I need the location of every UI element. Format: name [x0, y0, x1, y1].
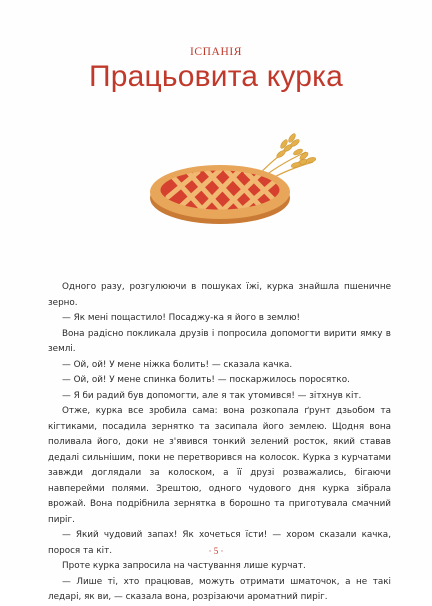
pie-with-wheat-icon — [128, 132, 318, 232]
story-paragraph: — Як мені пощастило! Посаджу-ка я його в землю! — [62, 313, 301, 323]
story-paragraph: Вона радісно покликала друзів і попросила допомогти вирити ямку в землі. — [48, 328, 391, 354]
story-title: Працьовита курка — [88, 60, 344, 93]
country-heading: ІСПАНІЯ — [189, 46, 243, 58]
story-paragraph: Проте курка запросила на частування лише курчат. — [62, 561, 306, 571]
story-paragraph: Отже, курка все зробила сама: вона розкопала ґрунт дзьобом та кігтиками, посадила зернятко та засипала його землею. Щодня вона поливала його, доки не з'явився тонкий зелений росток, який ставав дедалі сильнішим, поки не перетворився на колосок. Курка з курчатами завжди доглядали за колоском, а її друзі розважались, бігаючи навперейми полями. Зрештою, одного чудового дня курка зібрала врожай. Вона подрібнила зернятка в борошно та приготувала смачний пиріг. — [48, 406, 391, 525]
story-paragraph: — Я би радий був допомогти, але я так утомився! — зітхнув кіт. — [62, 390, 362, 401]
story-paragraph: — Який чудовий запах! Як хочеться їсти! — хором сказали качка, порося та кіт. — [48, 530, 391, 556]
story-paragraph: Одного разу, розгулюючи в пошуках їжі, курка знайшла пшеничне зерно. — [48, 282, 391, 308]
page-number: · 5 · — [208, 546, 224, 556]
story-paragraph: — Лише ті, хто працював, можуть отримати шматочок, а не такі ледарі, як ви, — сказала вона, розрізаючи ароматний пиріг. — [48, 576, 391, 602]
story-text — [48, 280, 391, 606]
story-paragraph: — Ой, ой! У мене ніжка болить! — сказала качка. — [62, 359, 293, 370]
story-paragraph: — Ой, ой! У мене спинка болить! — поскаржилось поросятко. — [62, 375, 350, 385]
